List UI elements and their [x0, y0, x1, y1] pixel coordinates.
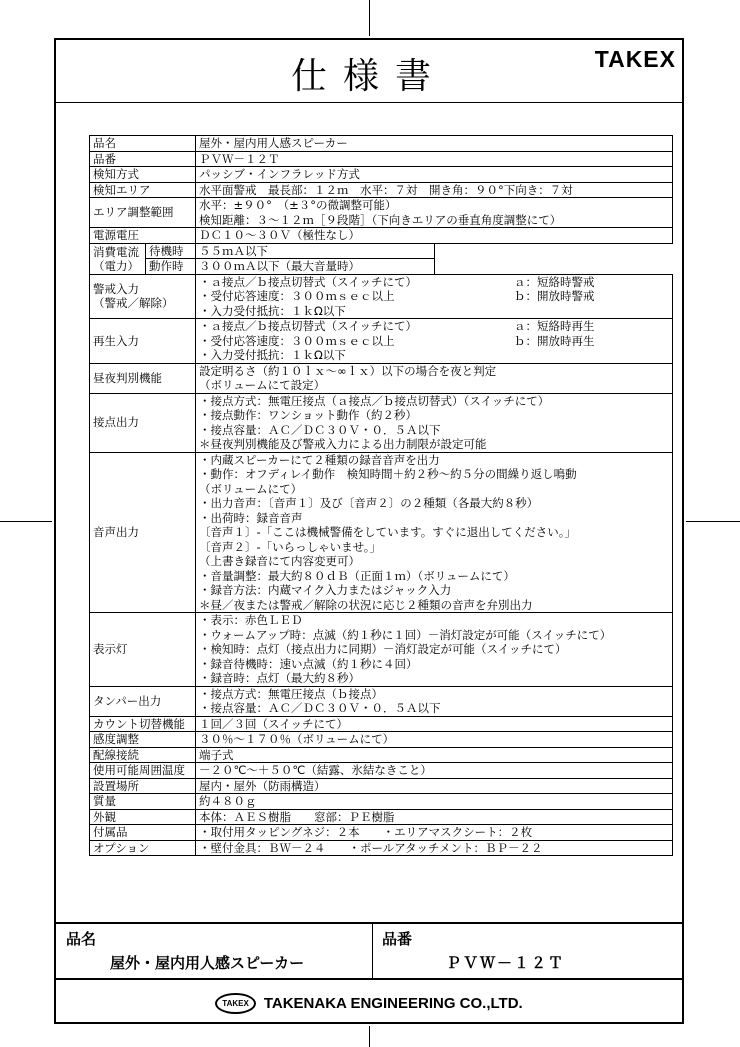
spec-label: 付属品: [90, 825, 196, 841]
spec-value-line: １回／３回（スイッチにて）: [199, 716, 349, 731]
spec-row-current-standby: [90, 243, 673, 259]
spec-value: [196, 182, 673, 198]
spec-sublabel: 待機時: [146, 243, 196, 259]
spec-row: [90, 198, 673, 228]
spec-row: [90, 613, 673, 687]
spec-row: [90, 825, 673, 841]
takex-logo: TAKEX: [594, 46, 676, 72]
spec-label: 電源電圧: [90, 228, 196, 244]
spec-label: 品番: [90, 151, 196, 167]
spec-value-line: 水平：±９０° （±３°の微調整可能）: [199, 198, 397, 212]
company-badge: TAKEX: [215, 993, 256, 1014]
spec-row-current-active: [90, 259, 673, 275]
spec-row: [90, 363, 673, 393]
spec-label: [90, 274, 196, 319]
spec-row: [90, 151, 673, 167]
crop-mark-top: [369, 0, 370, 36]
spec-value: [196, 794, 673, 810]
spec-label: 配線接続: [90, 747, 196, 763]
spec-row: [90, 182, 673, 198]
spec-value-line: ・接点動作：ワンショット動作（約２秒）: [199, 408, 417, 422]
spec-value-line: ・接点容量：ＡＣ／ＤＣ３０Ｖ・０．５Ａ以下: [199, 701, 441, 715]
spec-row: [90, 228, 673, 244]
spec-value-line: 水平面警戒 最長部：１２ｍ 水平：７対 開き角：９０°下向き：７対: [199, 182, 573, 197]
spec-value-line: ＊昼夜判別機能及び警戒入力による出力制限が設定可能: [199, 437, 487, 451]
spec-sheet: [54, 38, 684, 1024]
spec-value-line: ・表示：赤色ＬＥＤ: [199, 613, 303, 627]
spec-label: 接点出力: [90, 393, 196, 452]
spec-row: [90, 763, 673, 779]
footer-product-box: [56, 922, 682, 980]
spec-value-line: ・音量調整：最大約８０ｄＢ（正面１ｍ）（ボリュームにて）: [199, 568, 515, 583]
spec-row: [90, 840, 673, 856]
crop-mark-bottom: [369, 1026, 370, 1047]
spec-label: 表示灯: [90, 613, 196, 687]
title-divider: [56, 102, 682, 103]
spec-value-line: ・ウォームアップ時：点滅（約１秒に１回）－消灯設定が可能（スイッチにて）: [199, 627, 612, 642]
spec-value-line: [199, 334, 669, 349]
crop-mark-right: [686, 521, 740, 522]
spec-value: [196, 825, 673, 841]
spec-label: 感度調整: [90, 732, 196, 748]
spec-value-line: ・出荷時：録音音声: [199, 510, 303, 525]
spec-value: [196, 274, 673, 319]
spec-value-line: [199, 275, 669, 290]
spec-value-line: 本体：ＡＥＳ樹脂 窓部：ＰＥ樹脂: [199, 809, 395, 824]
spec-value-line: ＤＣ１０～３０Ｖ（極性なし）: [199, 228, 360, 242]
spec-value: [196, 809, 673, 825]
spec-value-line: 約４８０ｇ: [199, 794, 257, 808]
spec-value-line: 屋外・屋内用人感スピーカー: [199, 136, 348, 150]
spec-value-note: ａ：短絡時再生: [514, 319, 595, 333]
spec-label: 品名: [90, 136, 196, 152]
spec-label: 使用可能周囲温度: [90, 763, 196, 779]
spec-value-line: ・入力受付抵抗：１ｋΩ以下: [199, 303, 346, 318]
spec-value: [196, 136, 673, 152]
spec-label: 再生入力: [90, 319, 196, 364]
spec-value-note: ｂ：開放時再生: [514, 333, 595, 348]
footer-number-label: 品番: [382, 930, 413, 948]
spec-value-line: [199, 289, 669, 304]
spec-label: 設置場所: [90, 778, 196, 794]
spec-value: [196, 452, 673, 613]
spec-row-alarm: [90, 274, 673, 319]
spec-value-line: [199, 319, 669, 334]
spec-value: [196, 613, 673, 687]
spec-value-line: ・検知時：点灯（接点出力に同期）－消灯設定が可能（スイッチにて）: [199, 642, 567, 656]
spec-value-line: ・接点方式：無電圧接点（ａ接点／ｂ接点切替式）（スイッチにて）: [199, 393, 550, 408]
page-title: 仕様書: [290, 56, 447, 97]
spec-label: 消費電流 （電力）: [90, 243, 146, 274]
footer-name-value: 屋外・屋内用人感スピーカー: [110, 954, 305, 972]
spec-table: [89, 135, 673, 856]
spec-value: [196, 686, 673, 716]
spec-row: [90, 136, 673, 152]
spec-label-line: （警戒／解除）: [93, 296, 174, 311]
spec-row: [90, 747, 673, 763]
spec-label: 音声出力: [90, 452, 196, 613]
spec-label: 昼夜判別機能: [90, 363, 196, 393]
spec-row: [90, 452, 673, 613]
spec-value-line: （ボリュームにて）: [199, 481, 303, 496]
spec-value: [196, 319, 673, 364]
spec-row: [90, 686, 673, 716]
company-footer: [56, 978, 682, 1026]
spec-value: ５５ｍＡ以下: [196, 243, 435, 259]
spec-row: [90, 732, 673, 748]
spec-value-line: パッシブ・インフラレッド方式: [199, 167, 360, 181]
spec-value-line: 端子式: [199, 747, 234, 762]
spec-row: [90, 809, 673, 825]
spec-sublabel: 動作時: [146, 259, 196, 275]
spec-value-text: ・ａ接点／ｂ接点切替式（スイッチにて）: [199, 274, 418, 289]
spec-value-line: ・録音待機時：速い点滅（約１秒に４回）: [199, 656, 418, 671]
spec-label: オプション: [90, 840, 196, 856]
spec-row: [90, 319, 673, 364]
spec-label: 質量: [90, 794, 196, 810]
spec-value-line: ・接点容量：ＡＣ／ＤＣ３０Ｖ・０．５Ａ以下: [199, 422, 441, 437]
spec-value-line: ・録音時：点灯（最大約８秒）: [199, 671, 360, 685]
spec-value-line: ・入力受付抵抗：１ｋΩ以下: [199, 348, 346, 362]
spec-value: [196, 840, 673, 856]
spec-value-note: ａ：短絡時警戒: [514, 274, 595, 289]
spec-value-line: 〔音声２〕-「いらっしゃいませ。」: [199, 539, 382, 554]
spec-value-text: ・ａ接点／ｂ接点切替式（スイッチにて）: [199, 319, 418, 333]
spec-value-line: ・出力音声：〔音声１〕及び〔音声２〕の２種類（各最大約８秒）: [199, 496, 539, 510]
spec-value-line: （ボリュームにて設定）: [199, 378, 326, 392]
spec-row: [90, 794, 673, 810]
spec-value: [196, 778, 673, 794]
spec-label: 外観: [90, 809, 196, 825]
spec-value: [196, 151, 673, 167]
spec-row: [90, 393, 673, 452]
spec-value-line: ・動作：オフディレイ動作 検知時間＋約２秒～約５分の間繰り返し鳴動: [199, 467, 577, 481]
spec-value: [196, 763, 673, 779]
footer-name-label: 品名: [66, 930, 97, 948]
spec-value-line: ＰＶＷ－１２Ｔ: [199, 151, 280, 166]
spec-value: [196, 747, 673, 763]
spec-label: カウント切替機能: [90, 716, 196, 732]
spec-value-text: ・受付応答速度：３００ｍｓｅｃ以上: [199, 289, 395, 303]
spec-value: [196, 393, 673, 452]
spec-value: [196, 228, 673, 244]
spec-value-text: ・受付応答速度：３００ｍｓｅｃ以上: [199, 333, 395, 348]
spec-value: [196, 363, 673, 393]
spec-value: ３００ｍＡ以下（最大音量時）: [196, 259, 435, 275]
spec-value: [196, 716, 673, 732]
spec-value-line: ・接点方式：無電圧接点（ｂ接点）: [199, 686, 383, 701]
spec-value: [196, 732, 673, 748]
spec-value-line: （上書き録音にて内容変更可）: [199, 554, 360, 568]
footer-divider: [372, 924, 373, 980]
spec-value-line: ３０％～１７０％（ボリュームにて）: [199, 732, 395, 746]
spec-value: [196, 198, 673, 228]
spec-value-line: －２０℃～＋５０℃（結露、氷結なきこと）: [199, 763, 432, 777]
spec-row: [90, 716, 673, 732]
spec-value-line: ・録音方法：内蔵マイク入力またはジャック入力: [199, 583, 452, 597]
spec-value-line: ・壁付金具：ＢＷ－２４ ・ポールアタッチメント：ＢＰ－２２: [199, 840, 543, 855]
spec-value-line: 〔音声１〕-「ここは機械警備をしています。すぐに退出してください。」: [199, 525, 576, 539]
spec-row: [90, 167, 673, 183]
spec-value-line: ・内蔵スピーカーにて２種類の録音音声を出力: [199, 452, 440, 467]
spec-label: 検知方式: [90, 167, 196, 183]
spec-label: 検知エリア: [90, 182, 196, 198]
crop-mark-left: [0, 521, 52, 522]
spec-value-line: 検知距離：３～１２ｍ［９段階］（下向きエリアの垂直角度調整にて）: [199, 212, 562, 227]
footer-number-value: ＰＶＷ－１２Ｔ: [446, 954, 566, 972]
spec-value-line: ・取付用タッピングネジ：２本 ・エリアマスクシート：２枚: [199, 825, 533, 839]
company-name: TAKENAKA ENGINEERING CO.,LTD.: [263, 994, 523, 1012]
spec-label: エリア調整範囲: [90, 198, 196, 228]
spec-value-line: ＊昼／夜または警戒／解除の状況に応じ２種類の音声を弁別出力: [199, 597, 533, 612]
spec-value-line: 屋内・屋外（防雨構造）: [199, 778, 326, 793]
spec-value-line: 設定明るさ（約１０ｌｘ～∞ｌｘ）以下の場合を夜と判定: [199, 363, 497, 378]
spec-label-line: 警戒入力: [93, 281, 139, 296]
spec-label: タンパー出力: [90, 686, 196, 716]
spec-value: [196, 167, 673, 183]
spec-row: [90, 778, 673, 794]
spec-value-note: ｂ：開放時警戒: [514, 289, 595, 303]
